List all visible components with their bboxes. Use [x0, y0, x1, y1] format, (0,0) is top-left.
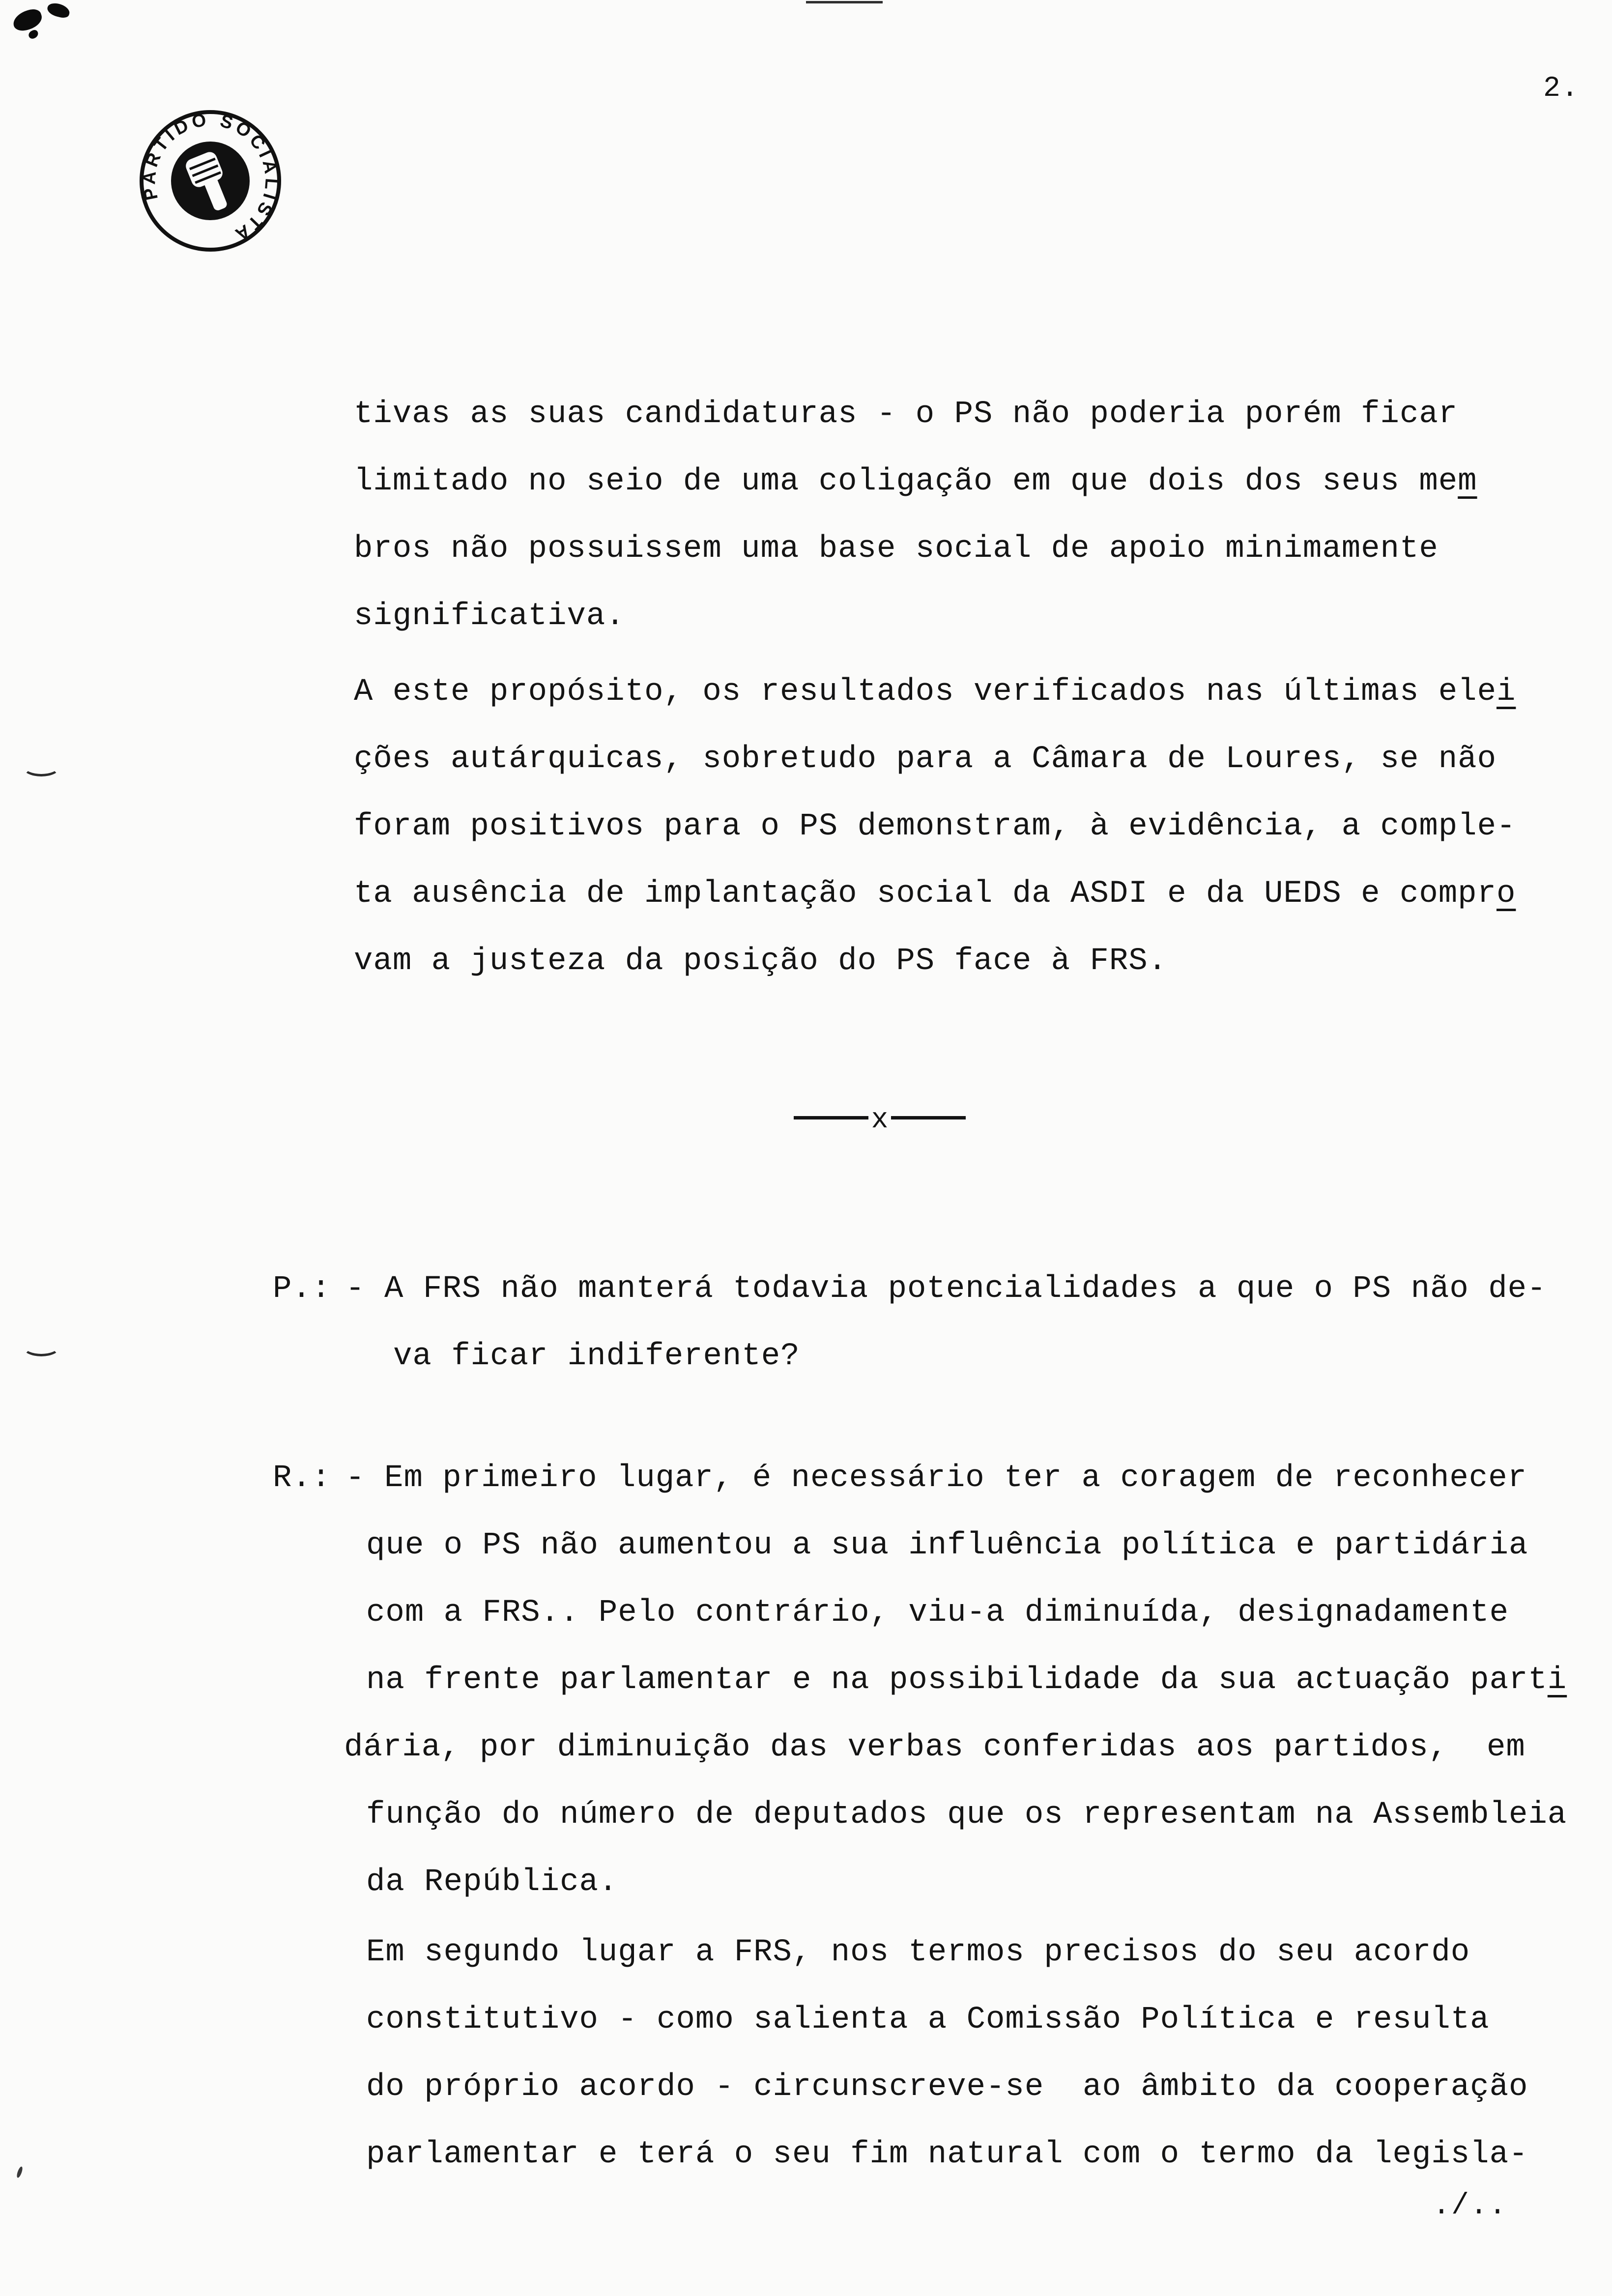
- text-line: [354, 928, 1516, 995]
- paragraph-2: [354, 659, 1516, 995]
- separator-line: [794, 1116, 868, 1119]
- line-text: limitado no seio de uma coligação em que dois dos seus me: [354, 464, 1458, 499]
- line-text: va ficar indiferente?: [393, 1339, 800, 1374]
- line-text: ta ausência de implantação social da ASDI e da UEDS e compr: [354, 876, 1497, 912]
- line-text: dária, por diminuição das verbas conferidas aos partidos, em: [344, 1730, 1526, 1765]
- line-text: - Em primeiro lugar, é necessário ter a coragem de reconhecer: [345, 1461, 1527, 1496]
- ink-smudge: [11, 7, 45, 34]
- answer-block-1: [273, 1445, 1567, 1916]
- underlined-char: i: [1547, 1663, 1567, 1698]
- line-text: Em segundo lugar a FRS, nos termos precisos do seu acordo: [366, 1935, 1470, 1970]
- text-line: [366, 2054, 1528, 2121]
- line-text: bros não possuissem uma base social de apoio minimamente: [354, 531, 1439, 567]
- logo-ring-text: PARTIDO SOCIALISTA: [139, 109, 282, 247]
- line-text: constitutivo - como salienta a Comissão Política e resulta: [366, 2002, 1490, 2038]
- question-label: P.:: [273, 1271, 331, 1307]
- underlined-char: m: [1458, 464, 1477, 499]
- line-text: ções autárquicas, sobretudo para a Câmara de Loures, se não: [354, 742, 1497, 777]
- text-line: [273, 1512, 1567, 1579]
- text-line: [366, 2121, 1528, 2188]
- text-line: [273, 1323, 1546, 1390]
- text-line: [354, 659, 1516, 726]
- answer-label: R.:: [273, 1461, 331, 1496]
- answer-block-2: [366, 1919, 1528, 2188]
- line-text: com a FRS.. Pelo contrário, viu-a diminuída, designadamente: [366, 1595, 1509, 1631]
- text-line: [273, 1849, 1567, 1916]
- line-text: função do número de deputados que os representam na Assembleia: [366, 1797, 1567, 1833]
- line-text: tivas as suas candidaturas - o PS não poderia porém ficar: [354, 397, 1458, 432]
- text-line: [273, 1256, 1546, 1323]
- page-number: 2.: [1543, 73, 1580, 105]
- text-line: [354, 861, 1516, 928]
- text-line: [273, 1445, 1567, 1512]
- underlined-char: o: [1496, 876, 1516, 912]
- text-line: [273, 1647, 1567, 1714]
- underlined-char: i: [1496, 674, 1516, 710]
- ink-smudge: [27, 29, 39, 40]
- separator-x: x: [871, 1104, 889, 1136]
- ink-smudge: [16, 2166, 24, 2178]
- line-text: do próprio acordo - circunscreve-se ao âmbito da cooperação: [366, 2069, 1528, 2105]
- line-text: - A FRS não manterá todavia potencialidades a que o PS não de-: [345, 1271, 1547, 1307]
- continuation-mark: ./..: [1433, 2189, 1508, 2223]
- text-line: [354, 381, 1477, 448]
- question-block: [273, 1256, 1546, 1390]
- partido-socialista-logo: [137, 107, 284, 255]
- text-line: [366, 1986, 1528, 2054]
- line-text: que o PS não aumentou a sua influência política e partidária: [366, 1528, 1528, 1563]
- line-text: na frente parlamentar e na possibilidade da sua actuação part: [366, 1663, 1548, 1698]
- section-separator: [759, 1103, 1000, 1136]
- margin-pen-mark: [23, 1338, 60, 1356]
- scan-line-artifact: [806, 1, 883, 3]
- text-line: [354, 793, 1516, 861]
- line-text: A este propósito, os resultados verificados nas últimas ele: [354, 674, 1497, 710]
- text-line: [273, 1714, 1567, 1781]
- text-line: [354, 583, 1477, 650]
- ink-smudge: [46, 1, 71, 19]
- text-line: [273, 1781, 1567, 1849]
- line-text: foram positivos para o PS demonstram, à evidência, a comple-: [354, 809, 1516, 844]
- line-text: da República.: [366, 1865, 618, 1900]
- margin-pen-mark: [23, 758, 60, 776]
- text-line: [273, 1579, 1567, 1647]
- text-line: [366, 1919, 1528, 1986]
- text-line: [354, 516, 1477, 583]
- line-text: significativa.: [354, 599, 625, 634]
- text-line: [354, 448, 1477, 516]
- separator-line: [891, 1116, 966, 1119]
- paragraph-1: [354, 381, 1477, 650]
- line-text: parlamentar e terá o seu fim natural com o termo da legisla-: [366, 2137, 1528, 2172]
- text-line: [354, 726, 1516, 793]
- line-text: vam a justeza da posição do PS face à FRS.: [354, 944, 1168, 979]
